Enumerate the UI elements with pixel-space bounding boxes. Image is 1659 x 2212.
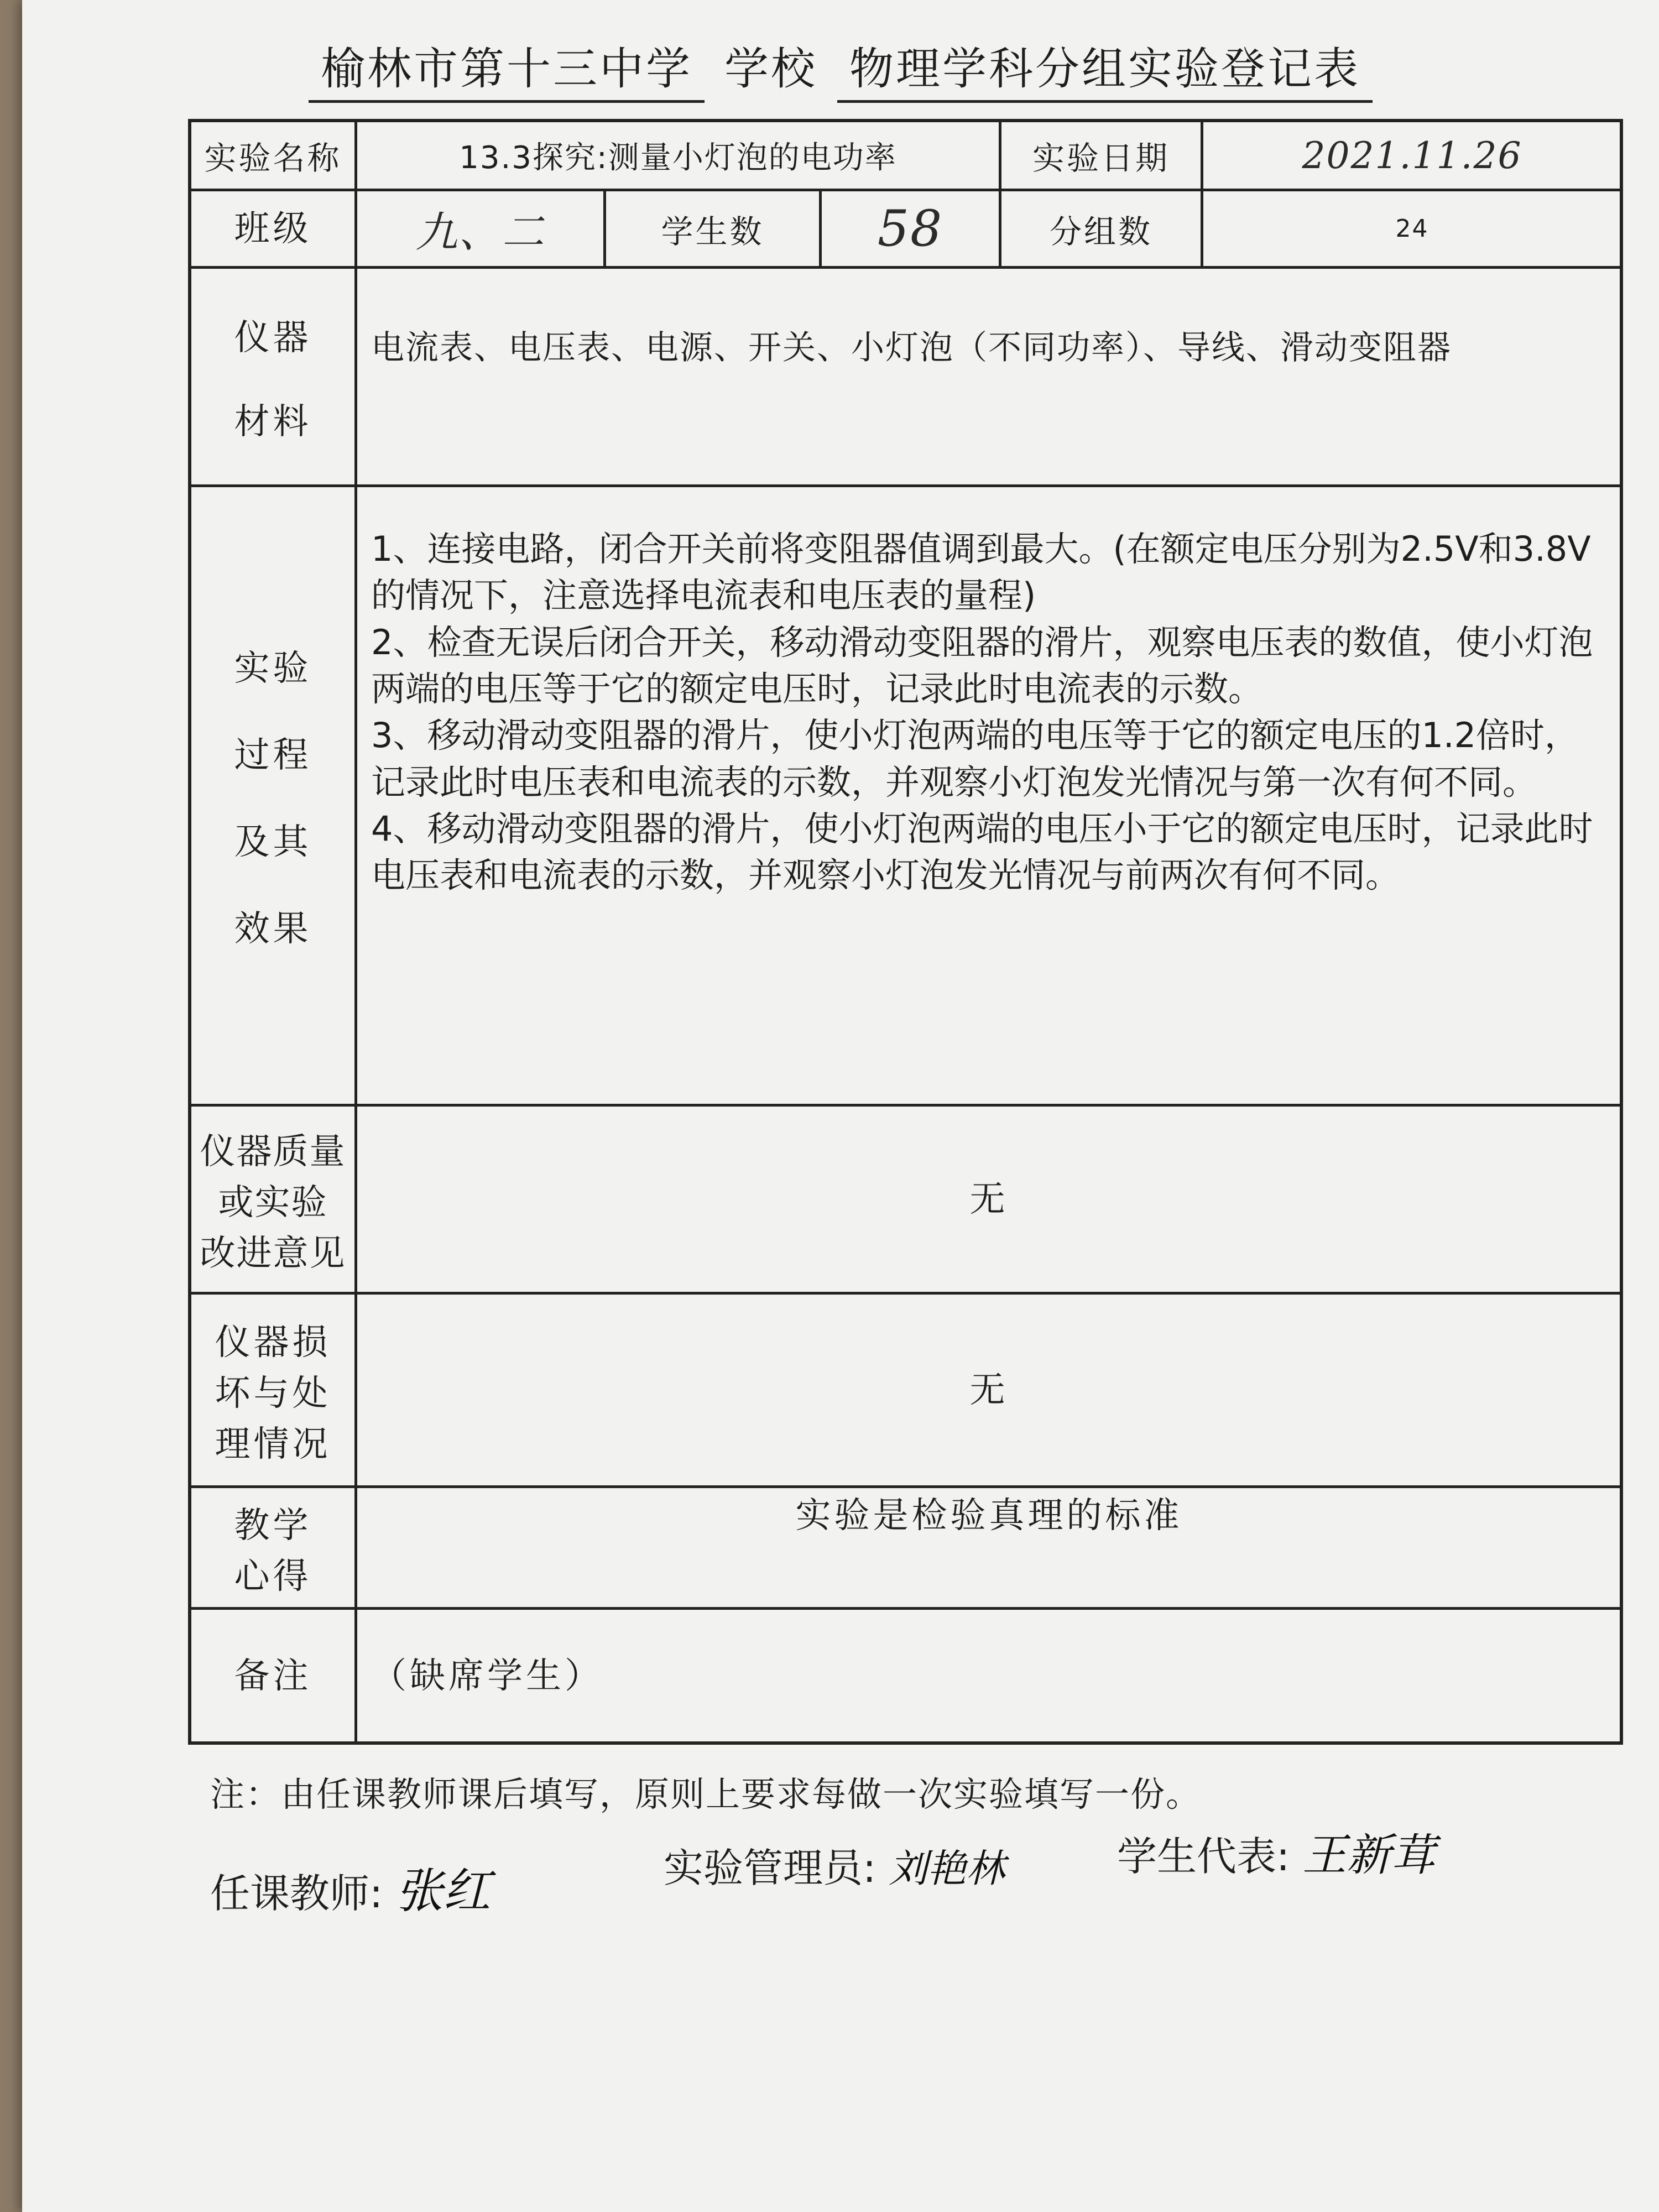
- table-row: [191, 1610, 1620, 1743]
- value-cell: [357, 1488, 1621, 1607]
- footer-note: 注：由任课教师课后填写，原则上要求每做一次实验填写一份。: [210, 1774, 1202, 1814]
- equipment-label-line1: 仪器: [234, 317, 312, 358]
- admin-signature: 刘艳林: [889, 1846, 1005, 1891]
- class-label: 班级: [234, 208, 312, 249]
- label-cell: [191, 269, 357, 484]
- groups-value: 24: [1395, 215, 1429, 243]
- admin-label: 实验管理员:: [664, 1845, 877, 1891]
- teacher-signature-block: [210, 1853, 491, 1921]
- label-cell: [191, 1488, 357, 1607]
- reflection-label-2: 心得: [234, 1556, 312, 1597]
- quality-label-3: 改进意见: [200, 1233, 346, 1274]
- value-cell: [357, 1610, 1621, 1743]
- damage-value: 无: [969, 1369, 1009, 1411]
- value-cell: [357, 1107, 1621, 1292]
- process-steps: [357, 526, 1621, 899]
- reflection-label-1: 教学: [234, 1505, 312, 1546]
- process-label-3: 及其: [234, 822, 312, 863]
- table-row: [191, 269, 1620, 487]
- value-cell: [1203, 122, 1621, 189]
- label-cell: [191, 487, 357, 1104]
- value-cell: [357, 191, 606, 266]
- equipment-label-line2: 材料: [234, 401, 312, 442]
- experiment-date-value: 2021.11.26: [1302, 134, 1522, 177]
- experiment-date-label: 实验日期: [1032, 139, 1170, 177]
- experiment-name-value: 13.3探究:测量小灯泡的电功率: [459, 140, 897, 176]
- table-row: [191, 1488, 1620, 1610]
- experiment-name-label: 实验名称: [204, 139, 342, 177]
- value-cell: [357, 1295, 1621, 1485]
- process-label-4: 效果: [234, 909, 312, 950]
- label-cell: [1001, 122, 1203, 189]
- students-value: 58: [877, 200, 943, 258]
- groups-label: 分组数: [1049, 212, 1152, 251]
- label-cell: [191, 1610, 357, 1743]
- damage-label-2: 坏与处: [215, 1373, 331, 1414]
- form-title: 物理学科分组实验登记表: [837, 33, 1373, 103]
- quality-label-1: 仪器质量: [200, 1131, 346, 1172]
- remarks-value: （缺席学生）: [371, 1656, 603, 1697]
- process-step-4: 4、移动滑动变阻器的滑片，使小灯泡两端的电压小于它的额定电压时，记录此时电压表和电流表的示数，并观察小灯泡发光情况与前两次有何不同。: [371, 808, 1593, 896]
- form-sheet: [22, 0, 1659, 2212]
- reflection-value: 实验是检验真理的标准: [795, 1495, 1183, 1536]
- process-label-1: 实验: [234, 648, 312, 689]
- table-row: [191, 191, 1620, 269]
- admin-signature-block: [664, 1836, 1005, 1893]
- quality-value: 无: [969, 1178, 1009, 1220]
- table-row: [191, 1295, 1620, 1488]
- school-suffix: 学校: [724, 43, 817, 95]
- remarks-label: 备注: [234, 1656, 312, 1697]
- label-cell: [191, 1295, 357, 1485]
- student-rep-signature-block: [1117, 1819, 1435, 1883]
- value-cell: [357, 122, 1001, 189]
- quality-label-2: 或实验: [218, 1182, 328, 1223]
- label-cell: [191, 122, 357, 189]
- page-title: [22, 33, 1659, 103]
- school-name: 榆林市第十三中学: [309, 33, 705, 103]
- registration-table: [188, 119, 1623, 1745]
- process-step-2: 2、检查无误后闭合开关，移动滑动变阻器的滑片，观察电压表的数值，使小灯泡两端的电压等于它的额定电压时，记录此时电流表的示数。: [371, 622, 1593, 709]
- students-label: 学生数: [661, 212, 764, 251]
- table-row: [191, 122, 1620, 191]
- label-cell: [191, 1107, 357, 1292]
- process-step-3: 3、移动滑动变阻器的滑片，使小灯泡两端的电压等于它的额定电压的1.2倍时，记录此时电压表和电流表的示数，并观察小灯泡发光情况与第一次有何不同。: [371, 715, 1579, 802]
- student-rep-signature: 王新茸: [1302, 1829, 1436, 1881]
- label-cell: [1001, 191, 1203, 266]
- teacher-signature: 张红: [395, 1864, 491, 1919]
- label-cell: [606, 191, 822, 266]
- process-label-2: 过程: [234, 735, 312, 776]
- table-row: [191, 487, 1620, 1107]
- process-step-1: 1、连接电路，闭合开关前将变阻器值调到最大。(在额定电压分别为2.5V和3.8V的情况下，注意选择电流表和电压表的量程): [371, 529, 1591, 616]
- value-cell: [1203, 191, 1621, 266]
- equipment-text: 电流表、电压表、电源、开关、小灯泡（不同功率）、导线、滑动变阻器: [371, 328, 1452, 367]
- value-cell: [822, 191, 1001, 266]
- damage-label-1: 仪器损: [215, 1322, 331, 1363]
- value-cell: [357, 487, 1621, 1104]
- damage-label-3: 理情况: [215, 1423, 331, 1465]
- label-cell: [191, 191, 357, 266]
- table-row: [191, 1107, 1620, 1295]
- class-value: 九、二: [415, 207, 545, 257]
- value-cell: [357, 269, 1621, 484]
- teacher-label: 任课教师:: [210, 1870, 383, 1917]
- student-rep-label: 学生代表:: [1117, 1833, 1290, 1880]
